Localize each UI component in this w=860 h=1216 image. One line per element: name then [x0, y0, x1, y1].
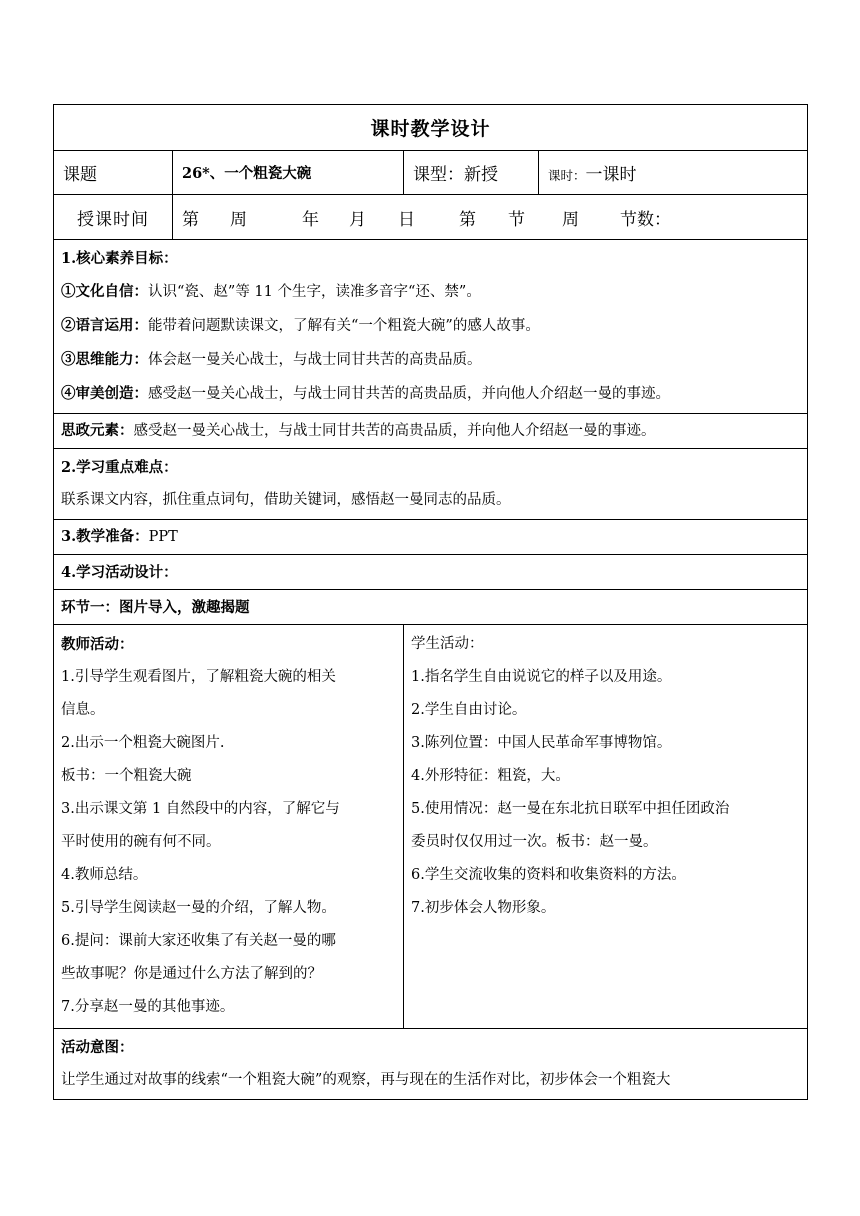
student-activity-line: 2.学生自由讨论。 — [411, 702, 527, 718]
lesson-type — [404, 151, 539, 195]
core-goals-heading: 1.核心素养目标： — [61, 250, 178, 267]
teaching-time-fields — [173, 195, 808, 240]
lesson-type-value: 新授 — [464, 165, 498, 185]
student-activity-line: 委员时仅仅用过一次。板书：赵一曼。 — [411, 834, 658, 850]
activity-design-heading: 4.学习活动设计： — [61, 563, 178, 581]
section-count-label: 节数： — [620, 209, 671, 230]
goal-item — [54, 377, 807, 411]
teacher-activity-line: 2.出示一个粗瓷大碗图片. — [61, 735, 225, 751]
goal-label: ③思维能力： — [61, 351, 148, 368]
activity-intent-text: 让学生通过对故事的线索“一个粗瓷大碗”的观察，再与现在的生活作对比，初步体会一个粗瓷大 — [61, 1072, 671, 1088]
year-label: 年 — [302, 209, 319, 230]
goal-item — [54, 343, 807, 377]
activity-design-section — [54, 555, 808, 590]
lesson-period — [539, 151, 808, 195]
teacher-activity-line: 信息。 — [61, 702, 105, 718]
student-activity-line: 6.学生交流收集的资料和收集资料的方法。 — [411, 867, 686, 883]
week-unit: 周 — [230, 209, 247, 230]
lesson-type-label: 课型： — [413, 165, 464, 185]
teacher-activity-line: 7.分享赵一曼的其他事迹。 — [61, 999, 235, 1015]
lesson-plan-page — [53, 104, 807, 1100]
topic-label: 课题 — [54, 151, 173, 195]
month-label: 月 — [349, 209, 366, 230]
teaching-time-label: 授课时间 — [54, 195, 173, 240]
key-points-section — [54, 449, 808, 520]
activity-intent-section — [54, 1029, 808, 1100]
student-activity-line: 4.外形特征：粗瓷，大。 — [411, 768, 570, 784]
segment-one-section — [54, 590, 808, 625]
segment-one-heading: 环节一：图片导入，激趣揭题 — [61, 598, 250, 616]
student-activity-heading: 学生活动： — [411, 636, 484, 652]
student-activity-line: 1.指名学生自由说说它的样子以及用途。 — [411, 669, 672, 685]
day-label: 日 — [398, 209, 415, 230]
teacher-activity-line: 5.引导学生阅读赵一曼的介绍，了解人物。 — [61, 900, 336, 916]
teacher-activity-heading: 教师活动： — [61, 636, 134, 653]
lesson-period-value: 一课时 — [585, 165, 637, 185]
teacher-activity-line: 4.教师总结。 — [61, 867, 148, 883]
prep-value: PPT — [148, 529, 178, 545]
prep-line — [54, 520, 807, 554]
ideology-section — [54, 414, 808, 449]
teacher-activity-line: 些故事呢？你是通过什么方法了解到的？ — [61, 966, 322, 982]
student-activity-line: 5.使用情况：赵一曼在东北抗日联军中担任团政治 — [411, 801, 730, 817]
core-goals-section — [54, 240, 808, 414]
teacher-activity-line: 3.出示课文第 1 自然段中的内容，了解它与 — [61, 801, 340, 817]
goal-label: ④审美创造： — [61, 385, 148, 402]
section-unit: 节 — [508, 209, 525, 230]
page-title: 课时教学设计 — [54, 105, 808, 151]
ideology-label: 思政元素： — [61, 422, 134, 439]
student-activity-cell — [404, 625, 808, 1029]
lesson-plan-table — [53, 104, 808, 1100]
goal-text: 认识“瓷、赵”等 11 个生字，读准多音字“还、禁”。 — [148, 284, 481, 300]
teacher-activity-line: 板书：一个粗瓷大碗 — [61, 768, 192, 784]
topic-value: 26*、一个粗瓷大碗 — [173, 151, 404, 195]
teacher-activity-line: 1.引导学生观看图片，了解粗瓷大碗的相关 — [61, 669, 336, 685]
lesson-period-label: 课时： — [548, 168, 586, 183]
activity-intent-heading: 活动意图： — [61, 1039, 134, 1056]
goal-label: ②语言运用： — [61, 317, 148, 334]
prep-label: 3.教学准备： — [61, 528, 149, 545]
goal-item — [54, 309, 807, 343]
student-activity-line: 3.陈列位置：中国人民革命军事博物馆。 — [411, 735, 672, 751]
prep-section — [54, 520, 808, 555]
section-label: 第 — [459, 209, 476, 230]
goal-text: 体会赵一曼关心战士，与战士同甘共苦的高贵品质。 — [148, 352, 482, 368]
ideology-text: 感受赵一曼关心战士，与战士同甘共苦的高贵品质，并向他人介绍赵一曼的事迹。 — [133, 423, 656, 439]
week-label: 第 — [182, 209, 199, 230]
teacher-activity-line: 6.提问：课前大家还收集了有关赵一曼的哪 — [61, 933, 336, 949]
goal-label: ①文化自信： — [61, 283, 148, 300]
teacher-activity-cell — [54, 625, 404, 1029]
goal-item — [54, 275, 807, 309]
teacher-activity-line: 平时使用的碗有何不同。 — [61, 834, 221, 850]
key-points-text: 联系课文内容，抓住重点词句，借助关键词，感悟赵一曼同志的品质。 — [61, 492, 511, 508]
student-activity-line: 7.初步体会人物形象。 — [411, 900, 556, 916]
goal-text: 感受赵一曼关心战士，与战士同甘共苦的高贵品质，并向他人介绍赵一曼的事迹。 — [148, 386, 670, 402]
goal-text: 能带着问题默读课文，了解有关“一个粗瓷大碗”的感人故事。 — [148, 318, 540, 334]
ideology-line — [54, 414, 807, 448]
key-points-heading: 2.学习重点难点： — [61, 459, 178, 476]
weekday-label: 周 — [562, 209, 579, 230]
